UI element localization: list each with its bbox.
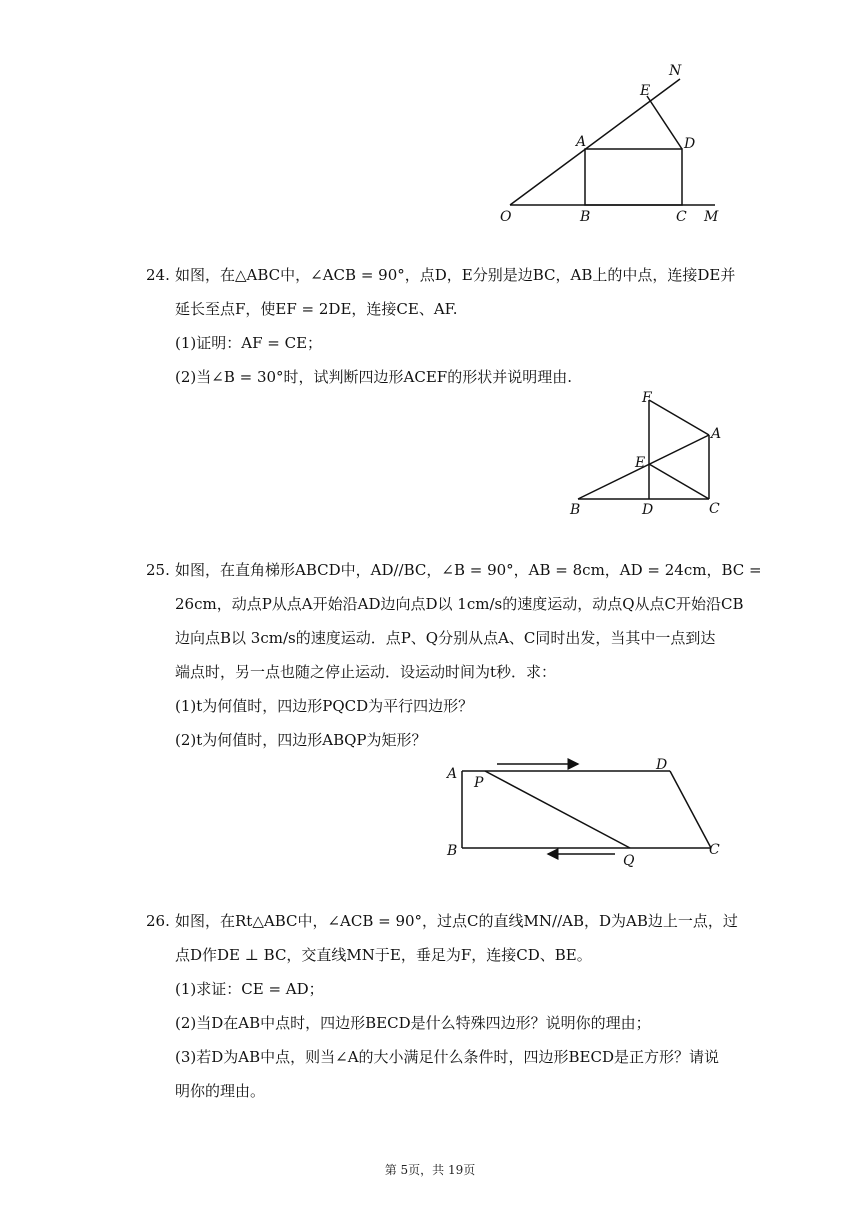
question-part: (1)t为何值时，四边形PQCD为平行四边形？ [175,697,474,715]
question-number: 24. [146,266,170,284]
label-O: O [500,209,512,225]
label-A: A [711,426,722,442]
question-part: (2)当D在AB中点时，四边形BECD是什么特殊四边形？说明你的理由； [175,1014,651,1032]
question-text: 如图，在△ABC中，∠ACB = 90°，点D，E分别是边BC，AB上的中点，连接DE并 [175,266,736,284]
question-text: 端点时，另一点也随之停止运动．设运动时间为t秒．求： [175,663,557,681]
question-text: 点D作DE ⊥ BC，交直线MN于E，垂足为F，连接CD、BE。 [175,946,592,964]
question-number: 25. [146,561,170,579]
label-N: N [669,63,682,79]
question-text: 边向点B以 3cm/s的速度运动．点P、Q分别从点A、C同时出发，当其中一点到达 [175,629,716,647]
label-F: F [642,390,652,406]
figure-q25 [440,755,730,870]
label-A: A [576,134,587,150]
question-part: (1)证明：AF = CE； [175,334,323,352]
figure-q23 [490,58,730,228]
page-footer: 第 5页，共 19页 [384,1163,476,1177]
question-text: 26cm，动点P从点A开始沿AD边向点D以 1cm/s的速度运动，动点Q从点C开始沿CB [175,595,744,613]
label-B: B [580,209,591,225]
label-D: D [656,757,668,773]
label-D: D [684,136,696,152]
label-D: D [642,502,654,518]
label-Q: Q [623,853,635,869]
label-E: E [635,455,646,471]
question-number: 26. [146,912,170,930]
question-part: 明你的理由。 [175,1082,266,1100]
label-P: P [474,775,484,791]
question-part: (3)若D为AB中点，则当∠A的大小满足什么条件时，四边形BECD是正方形？请说 [175,1048,720,1066]
question-part: (2)当∠B = 30°时，试判断四边形ACEF的形状并说明理由. [175,368,572,386]
question-part: (1)求证：CE = AD； [175,980,324,998]
figure-q24 [560,388,730,523]
question-text: 延长至点F，使EF = 2DE，连接CE、AF. [175,300,458,318]
label-C: C [676,209,687,225]
label-M: M [704,209,719,225]
question-text: 如图，在Rt△ABC中，∠ACB = 90°，过点C的直线MN//AB，D为AB边上一点，过 [175,912,738,930]
label-C: C [709,501,720,517]
question-text: 如图，在直角梯形ABCD中，AD//BC，∠B = 90°，AB = 8cm，AD = 24cm，BC = [175,561,762,579]
label-B: B [570,502,581,518]
label-B: B [447,843,458,859]
label-A: A [447,766,458,782]
label-E: E [640,83,651,99]
question-part: (2)t为何值时，四边形ABQP为矩形？ [175,731,427,749]
label-C: C [709,842,720,858]
